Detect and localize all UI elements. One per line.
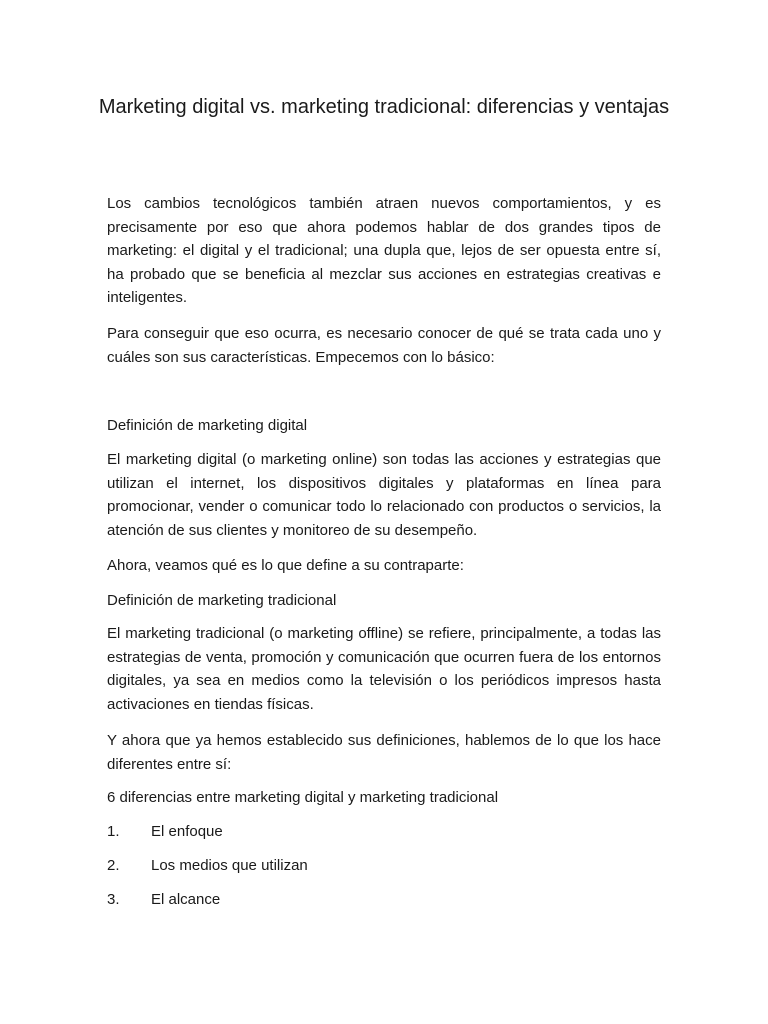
document-title: Marketing digital vs. marketing tradicional: diferencias y ventajas xyxy=(98,96,670,118)
heading-digital-definition: Definición de marketing digital xyxy=(107,417,308,434)
list-item-number: 2. xyxy=(107,857,120,874)
list-item-number: 1. xyxy=(107,823,120,840)
intro-paragraph-1: Los cambios tecnológicos también atraen nuevos comportamientos, y es precisamente por eso que ahora podemos hablar de dos grandes tipos de marketing: el digital y el tradicional; una dupla que, lejos de ser opuesta entre sí, ha probado que se beneficia al mezclar sus acciones en estrategias creativas e inteligentes. xyxy=(107,195,661,307)
heading-differences: 6 diferencias entre marketing digital y marketing tradicional xyxy=(107,789,499,806)
list-item xyxy=(107,854,661,878)
differences-intro-paragraph: Y ahora que ya hemos establecido sus definiciones, hablemos de lo que los hace diferentes entre sí: xyxy=(107,732,661,773)
list-item-text: El alcance xyxy=(151,891,221,908)
digital-definition-paragraph: El marketing digital (o marketing online) son todas las acciones y estrategias que utilizan el internet, los dispositivos digitales y plataformas en línea para promocionar, vender o comunicar todo lo relacionado con productos o servicios, la atención de sus clientes y monitoreo de su desempeño. xyxy=(107,451,661,539)
heading-traditional-definition: Definición de marketing tradicional xyxy=(107,592,337,609)
traditional-definition-paragraph: El marketing tradicional (o marketing offline) se refiere, principalmente, a todas las estrategias de venta, promoción y comunicación que ocurren fuera de los entornos digitales, ya sea en medios como la televisión o los periódicos impresos hasta activaciones en tiendas físicas. xyxy=(107,625,661,713)
list-item-text: El enfoque xyxy=(151,823,223,840)
list-item-text: Los medios que utilizan xyxy=(151,857,308,874)
transition-paragraph: Ahora, veamos qué es lo que define a su contraparte: xyxy=(107,557,464,574)
list-item xyxy=(107,820,661,844)
list-item-number: 3. xyxy=(107,891,120,908)
list-item xyxy=(107,888,661,912)
intro-paragraph-2: Para conseguir que eso ocurra, es necesario conocer de qué se trata cada uno y cuáles son sus características. Empecemos con lo básico: xyxy=(107,325,661,366)
